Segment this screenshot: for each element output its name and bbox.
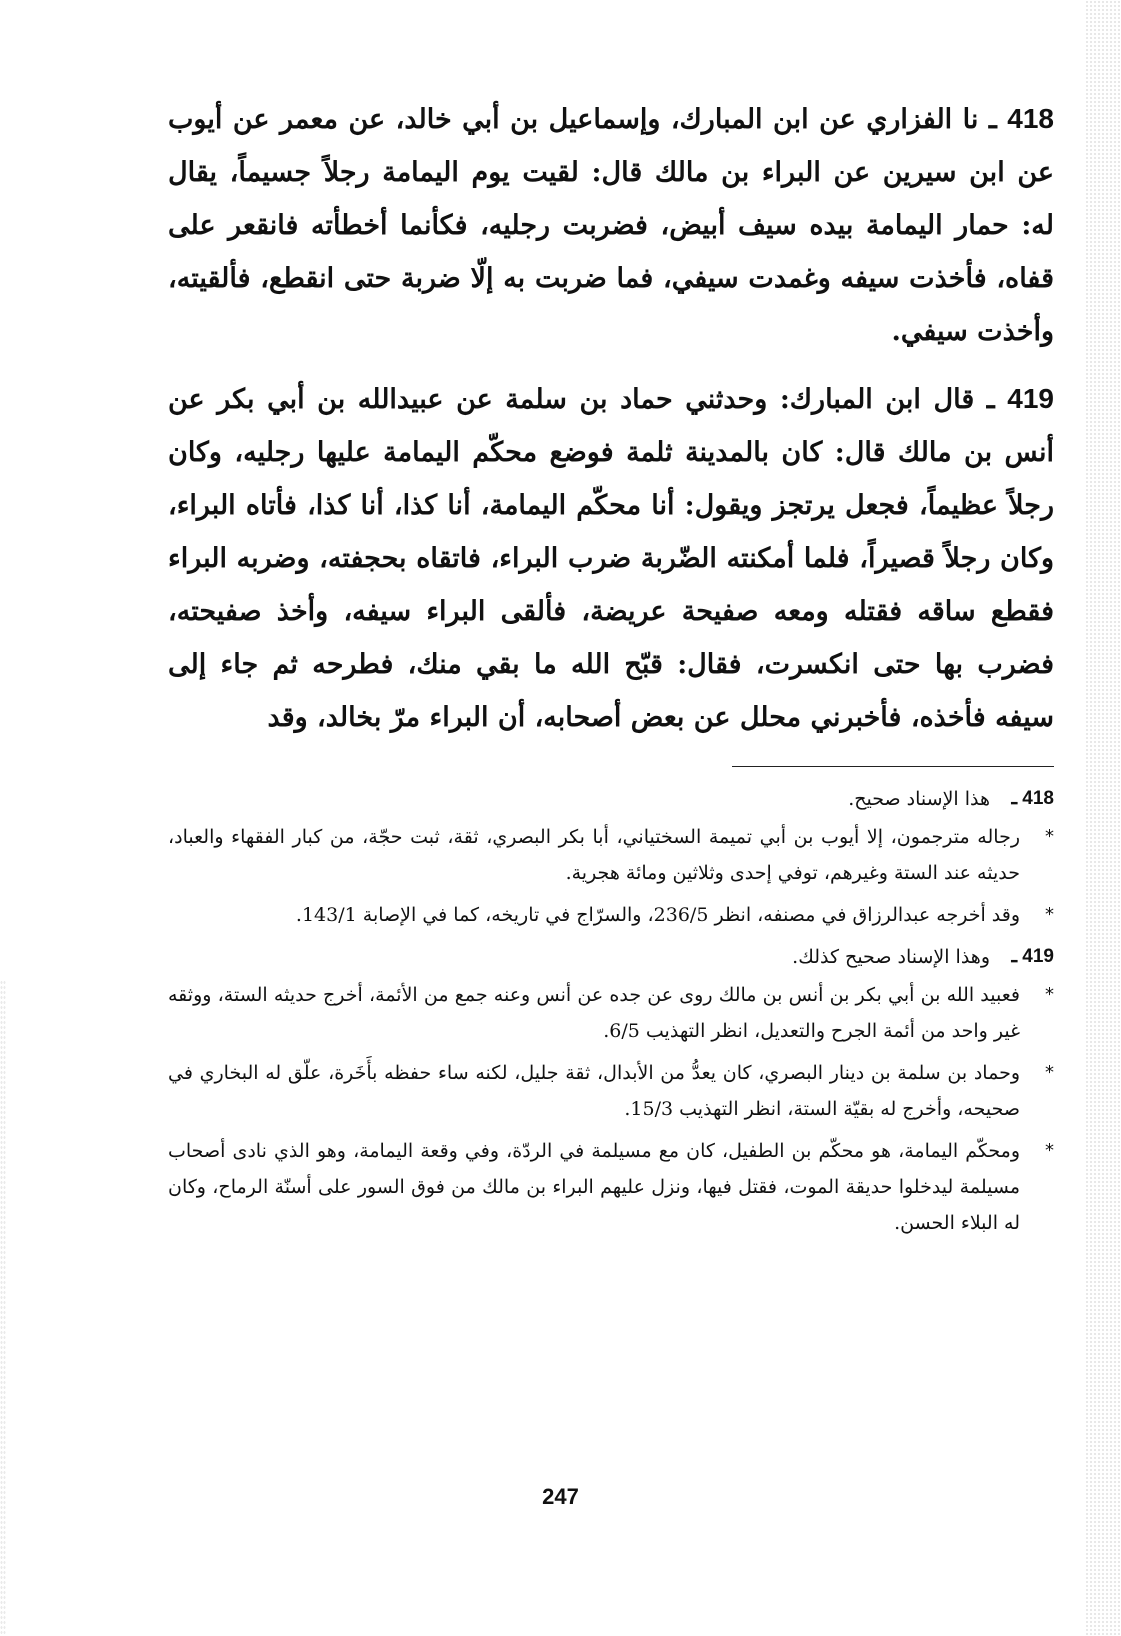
- asterisk-icon: *: [1045, 904, 1054, 925]
- scan-margin-texture: [1085, 0, 1121, 1636]
- footnote-item-text: وقد أخرجه عبدالرزاق في مصنفه، انظر 236/5، والسرّاج في تاريخه، كما في الإصابة 143/1.: [295, 904, 1020, 926]
- hadith-text: ـ قال ابن المبارك: وحدثني حماد بن سلمة عن عبيدالله بن أبي بكر عن أنس بن مالك قال: كان بالمدينة ثلمة فوضع محكّم اليمامة عليها رجليه، وكان رجلاً عظيماً، فجعل يرتجز ويقول: أنا محكّم اليمامة، أنا كذا، أنا كذا، فأتاه البراء، وكان رجلاً قصيراً، فلما أمكنته الضّربة ضرب البراء، فاتقاه بحجفته، وضربه البراء فقطع ساقه فقتله ومعه صفيحة عريضة، فألقى البراء سيفه، وأخذ صفيحته، فضرب بها حتى انكسرت، فقال: قبّح الله ما بقي منك، فطرحه ثم جاء إلى سيفه فأخذه، فأخبرني محلل عن بعض أصحابه، أن البراء مرّ بخالد، وقد: [168, 384, 1054, 733]
- hadith-418: [168, 92, 1054, 358]
- footnote-item: [168, 1133, 1054, 1241]
- footnote-item: [168, 819, 1054, 891]
- footnote-number: 419 ـ: [1011, 946, 1054, 967]
- footnote-item: [168, 1055, 1054, 1127]
- footnote-item-text: وحماد بن سلمة بن دينار البصري، كان يعدُّ من الأبدال، ثقة جليل، لكنه ساء حفظه بأَخَرة، علّق له البخاري في صحيحه، وأخرج له بقيّة الستة، انظر التهذيب 15/3.: [168, 1062, 1020, 1120]
- hadith-419: [168, 372, 1054, 744]
- hadith-text: ـ نا الفزاري عن ابن المبارك، وإسماعيل بن أبي خالد، عن معمر عن أيوب عن ابن سيرين عن البراء بن مالك قال: لقيت يوم اليمامة رجلاً جسيماً، يقال له: حمار اليمامة بيده سيف أبيض، فضربت رجليه، فكأنما أخطأته فانقعر على قفاه، فأخذت سيفه وغمدت سيفي، فما ضربت به إلّا ضربة حتى انقطع، فألقيته، وأخذت سيفي.: [168, 104, 1054, 347]
- footnote-item: [168, 897, 1054, 933]
- asterisk-icon: *: [1045, 1062, 1054, 1083]
- footnote-number: 418 ـ: [1011, 788, 1054, 809]
- footnote-418-heading: [168, 781, 1054, 817]
- asterisk-icon: *: [1045, 984, 1054, 1005]
- asterisk-icon: *: [1045, 826, 1054, 847]
- footnote-item-text: رجاله مترجمون، إلا أيوب بن أبي تميمة السختياني، أبا بكر البصري، ثقة، ثبت حجّة، من كبار الفقهاء والعباد، حديثه عند الستة وغيرهم، توفي إحدى وثلاثين ومائة هجرية.: [168, 826, 1020, 884]
- footnote-item-text: فعبيد الله بن أبي بكر بن أنس بن مالك روى عن جده عن أنس وعنه جمع من الأئمة، أخرج حديثه الستة، ووثقه غير واحد من أئمة الجرح والتعديل، انظر التهذيب 6/5.: [168, 984, 1020, 1042]
- footnote-separator: [732, 766, 1054, 767]
- hadith-number: 419: [1007, 383, 1054, 414]
- scan-margin-texture-left: [0, 980, 6, 1636]
- footnote-heading-text: وهذا الإسناد صحيح كذلك.: [792, 946, 990, 968]
- footnote-item: [168, 977, 1054, 1049]
- footnote-heading-text: هذا الإسناد صحيح.: [848, 788, 990, 810]
- footnote-item-text: ومحكّم اليمامة، هو محكّم بن الطفيل، كان مع مسيلمة في الردّة، وفي وقعة اليمامة، وهو الذي نادى أصحاب مسيلمة ليدخلوا حديقة الموت، فقتل فيها، ونزل عليهم البراء بن مالك من فوق السور على أسنّة الرماح، وكان له البلاء الحسن.: [168, 1140, 1020, 1234]
- footnotes: [168, 781, 1054, 1241]
- footnote-419-heading: [168, 939, 1054, 975]
- main-text: [168, 92, 1054, 744]
- book-page: [168, 92, 1054, 1247]
- asterisk-icon: *: [1045, 1140, 1054, 1161]
- hadith-number: 418: [1007, 103, 1054, 134]
- page-number: 247: [542, 1484, 579, 1509]
